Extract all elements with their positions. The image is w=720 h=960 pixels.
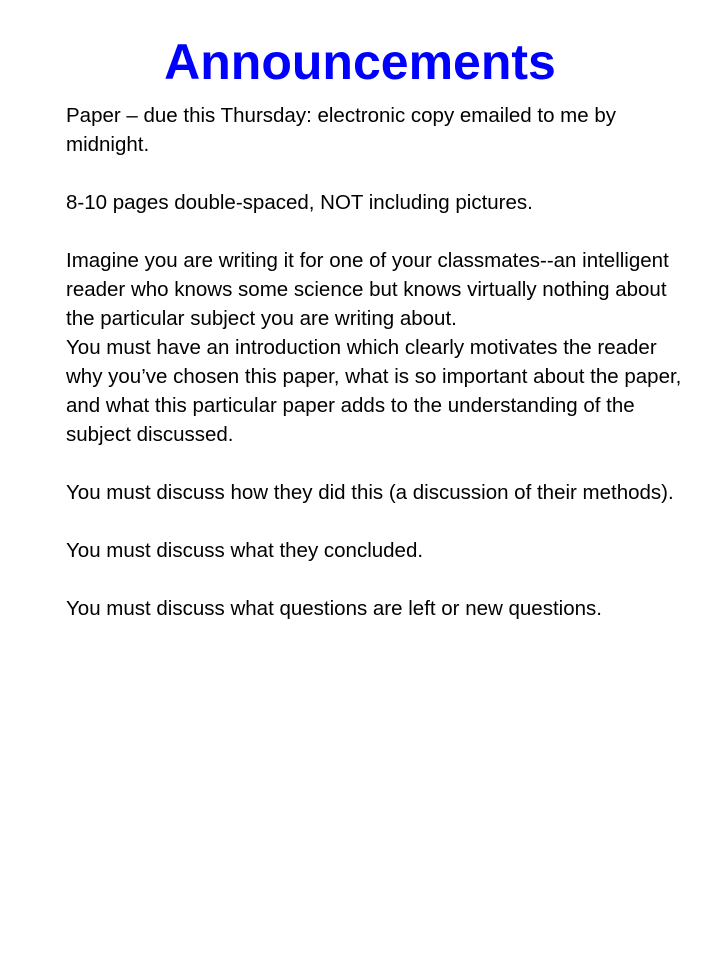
audience-paragraph: Imagine you are writing it for one of your classmates--an intelligent reader who knows some science but knows virtually nothing about the particular subject you are writing about. (66, 249, 669, 330)
paragraph-gap (66, 217, 696, 246)
questions-paragraph: You must discuss what questions are left or new questions. (66, 597, 602, 620)
announcement-body (66, 101, 696, 623)
paragraph-gap (66, 449, 696, 478)
paragraph-gap (66, 159, 696, 188)
slide-title: Announcements (164, 34, 556, 90)
paragraph-gap (66, 507, 696, 536)
paragraph-gap (66, 565, 696, 594)
page-length-paragraph: 8-10 pages double-spaced, NOT including pictures. (66, 191, 533, 214)
methods-paragraph: You must discuss how they did this (a discussion of their methods). (66, 481, 674, 504)
introduction-paragraph: You must have an introduction which clearly motivates the reader why you’ve chosen this paper, what is so important about the paper, and what this particular paper adds to the understanding of the subject discussed. (66, 336, 682, 446)
paper-due-paragraph: Paper – due this Thursday: electronic copy emailed to me by midnight. (66, 104, 616, 156)
conclusions-paragraph: You must discuss what they concluded. (66, 539, 424, 562)
